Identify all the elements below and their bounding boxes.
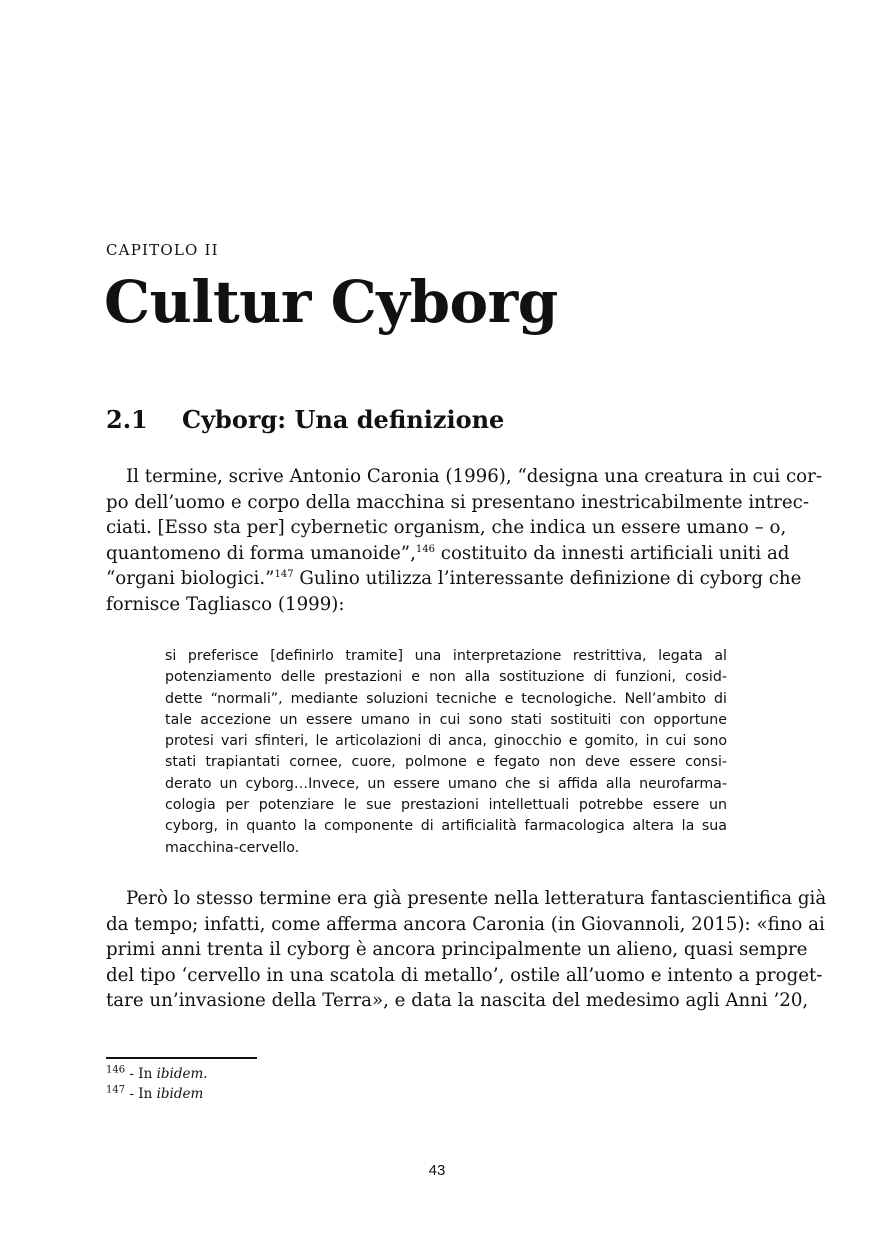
paragraph-line: del tipo ‘cervello in una scatola di metallo’, ostile all’uomo e intento a proget- [106, 964, 823, 986]
paragraph-line: po dell’uomo e corpo della macchina si presentano inestricabilmente intrec- [106, 491, 809, 513]
quote-line: macchina-cervello. [165, 839, 300, 856]
chapter-label: CAPITOLO II [106, 241, 219, 259]
paragraph-line: Il termine, scrive Antonio Caronia (1996), “designa una creatura in cui cor- [126, 466, 822, 487]
paragraph-line [106, 566, 802, 592]
quote-line: protesi vari sfinteri, le articolazioni di anca, ginocchio e gomito, in cui sono [165, 733, 727, 750]
footnote-prefix: - In [125, 1066, 157, 1082]
paragraph-line: da tempo; infatti, come afferma ancora Caronia (in Giovannoli, 2015): «fino ai [106, 913, 825, 935]
body-paragraph-1 [106, 464, 822, 617]
paragraph-line [106, 541, 790, 567]
chapter-title: Cultur Cyborg [104, 268, 558, 336]
paragraph-line: fornisce Tagliasco (1999): [106, 593, 345, 615]
quote-line: stati trapiantati cornee, cuore, polmone e fegato non deve essere consi- [165, 754, 727, 771]
section-title: Cyborg: Una definizione [182, 405, 505, 434]
paragraph-line-part: quantomeno di forma umanoide”, [106, 542, 416, 564]
paragraph-line-part: Gulino utilizza l’interessante definizione di cyborg che [293, 568, 802, 589]
quote-line: dette “normali”, mediante soluzioni tecniche e tecnologiche. Nell’ambito di [165, 690, 727, 707]
footnote-146 [106, 1064, 208, 1084]
quote-line: derato un cyborg…Invece, un essere umano che si affida alla neurofarma- [165, 775, 727, 792]
block-quote [165, 646, 727, 859]
quote-line: tale accezione un essere umano in cui sono stati sostituiti con opportune [165, 711, 727, 728]
section-number: 2.1 [106, 405, 148, 434]
paragraph-line: ciati. [Esso sta per] cybernetic organism, che indica un essere umano – o, [106, 517, 787, 538]
paragraph-line: primi anni trenta il cyborg è ancora principalmente un alieno, quasi sempre [106, 939, 808, 960]
page-number: 43 [428, 1162, 446, 1179]
footnote-prefix: - In [125, 1086, 157, 1102]
quote-line: cyborg, in quanto la componente di artificialità farmacologica altera la sua [165, 818, 727, 835]
section-heading [106, 405, 504, 434]
footnote-147 [106, 1084, 208, 1104]
footnote-number: 146 [106, 1064, 126, 1076]
paragraph-line-part: “organi biologici.” [106, 568, 275, 589]
body-paragraph-2 [106, 886, 827, 1014]
footnote-number: 147 [106, 1084, 126, 1096]
paragraph-line-part: costituito da innesti artificiali uniti ad [434, 542, 790, 564]
quote-line: si preferisce [definirlo tramite] una interpretazione restrittiva, legata al [165, 648, 727, 664]
footnotes [106, 1064, 208, 1104]
footnote-ref-146[interactable]: 146 [415, 543, 435, 555]
paragraph-line: Però lo stesso termine era già presente nella letteratura fantascientifica già [126, 888, 827, 909]
paragraph-line: tare un’invasione della Terra», e data la nascita del medesimo agli Anni ’20, [106, 990, 809, 1011]
footnote-text: ibidem. [156, 1066, 208, 1082]
footnote-text: ibidem [156, 1086, 204, 1102]
quote-line: potenziamento delle prestazioni e non alla sostituzione di funzioni, cosid- [165, 669, 727, 686]
footnote-separator [106, 1057, 257, 1059]
footnote-ref-147[interactable]: 147 [274, 568, 294, 580]
quote-line: cologia per potenziare le sue prestazioni intellettuali potrebbe essere un [165, 797, 727, 814]
